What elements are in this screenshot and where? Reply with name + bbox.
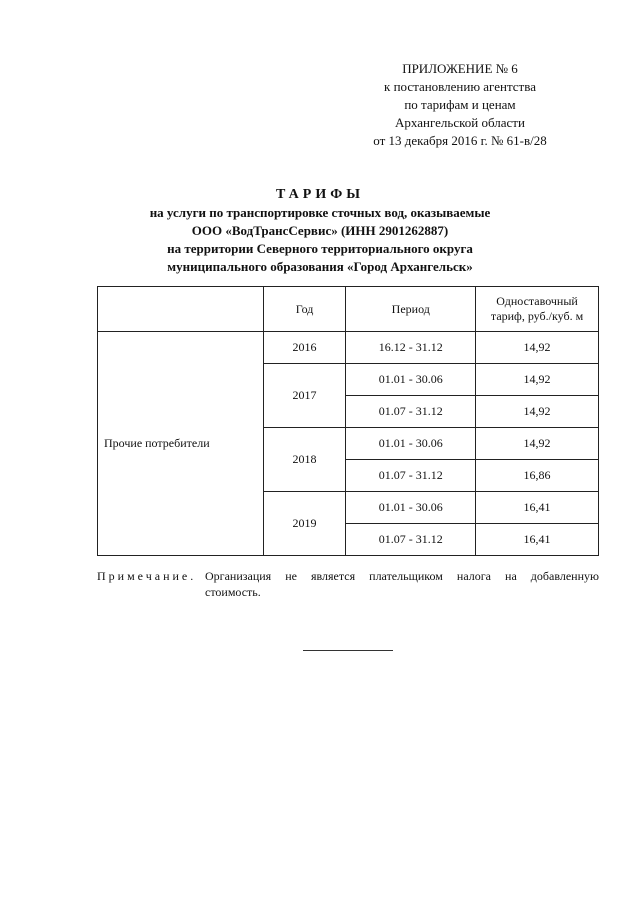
note-word: не [285, 569, 297, 583]
header-tariff-line: Одноставочный [496, 294, 578, 308]
year-cell: 2016 [263, 332, 346, 364]
period-cell: 01.01 - 30.06 [346, 364, 476, 396]
title-line: на услуги по транспортировке сточных вод, оказываемые [149, 205, 491, 220]
header-period: Период [346, 287, 476, 332]
period-cell: 01.01 - 30.06 [346, 428, 476, 460]
appendix-block [340, 60, 580, 150]
tariff-cell: 16,41 [476, 524, 599, 556]
period-cell: 01.07 - 31.12 [346, 396, 476, 428]
note-word: налога [456, 569, 491, 583]
consumer-cell: Прочие потребители [98, 332, 264, 556]
year-cell: 2017 [263, 364, 346, 428]
tariff-cell: 14,92 [476, 396, 599, 428]
document-title: ТАРИФЫ [276, 187, 364, 202]
note-word: Организация [205, 569, 272, 583]
header-consumer [98, 287, 264, 332]
appendix-line: Архангельской области [395, 115, 525, 130]
header-tariff-line: тариф, руб./куб. м [490, 309, 584, 323]
header-tariff [476, 287, 599, 332]
tariff-cell: 14,92 [476, 332, 599, 364]
note-line [205, 568, 599, 584]
period-cell: 16.12 - 31.12 [346, 332, 476, 364]
tariff-cell: 14,92 [476, 364, 599, 396]
tariff-cell: 14,92 [476, 428, 599, 460]
note-word: является [311, 569, 356, 583]
tariff-cell: 16,86 [476, 460, 599, 492]
year-cell: 2019 [263, 492, 346, 556]
appendix-line: к постановлению агентства [384, 79, 536, 94]
note-line: стоимость. [205, 585, 261, 599]
tariff-cell: 16,41 [476, 492, 599, 524]
table-row [98, 332, 599, 364]
title-line: ООО «ВодТрансСервис» (ИНН 2901262887) [191, 223, 449, 238]
note-word: на [505, 569, 517, 583]
appendix-line: от 13 декабря 2016 г. № 61-в/28 [373, 133, 547, 148]
table-header-row [98, 287, 599, 332]
closing-divider [303, 650, 393, 651]
tariff-table [97, 286, 599, 556]
note-text [205, 568, 599, 600]
title-line: на территории Северного территориального округа [167, 241, 473, 256]
period-cell: 01.07 - 31.12 [346, 524, 476, 556]
appendix-line: по тарифам и ценам [404, 97, 516, 112]
note-word: добавленную [530, 569, 599, 583]
year-cell: 2018 [263, 428, 346, 492]
title-line: муниципального образования «Город Архангельск» [167, 259, 473, 274]
note-word: плательщиком [369, 569, 443, 583]
title-block [60, 186, 580, 276]
period-cell: 01.07 - 31.12 [346, 460, 476, 492]
period-cell: 01.01 - 30.06 [346, 492, 476, 524]
note-label: Примечание. [97, 569, 197, 583]
header-year: Год [263, 287, 346, 332]
appendix-line: ПРИЛОЖЕНИЕ № 6 [402, 61, 518, 76]
